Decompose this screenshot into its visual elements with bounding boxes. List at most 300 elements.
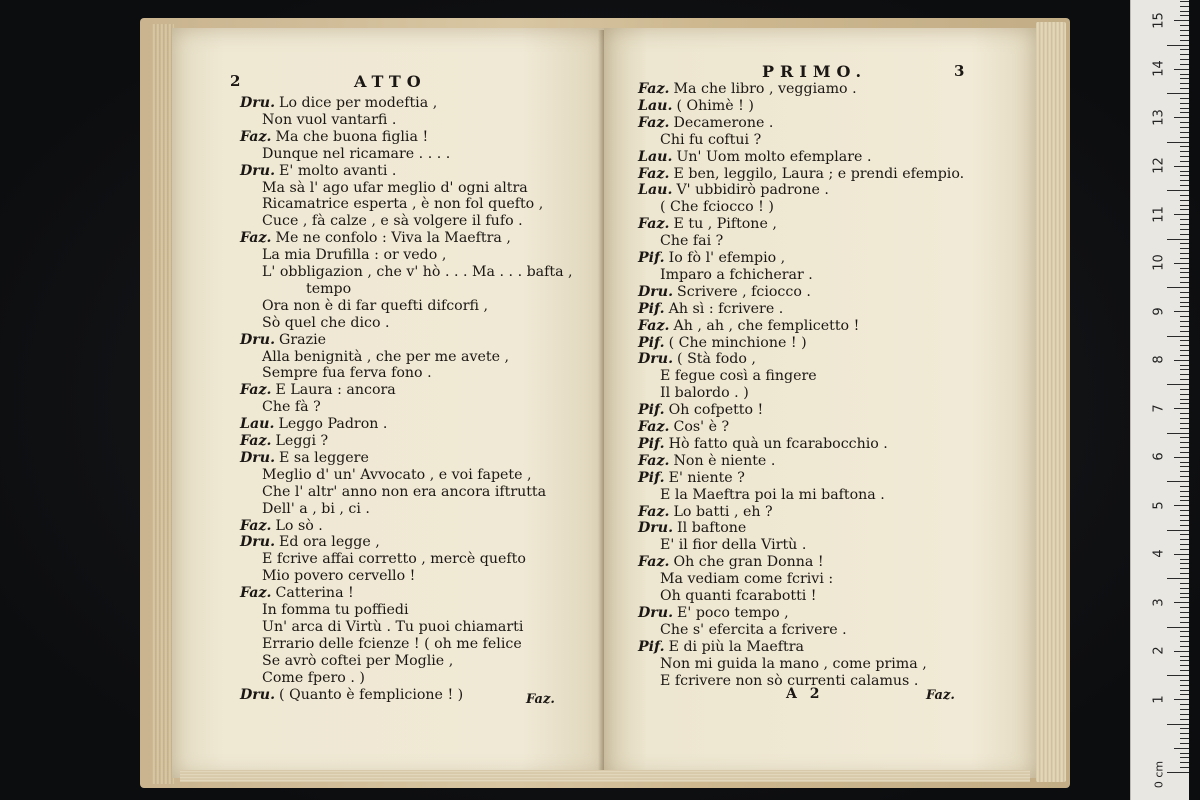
ruler-tick [1174, 505, 1189, 506]
ruler-tick [1180, 200, 1189, 201]
ruler-tick [1180, 161, 1189, 162]
line-text: Sò quel che dico . [262, 314, 390, 331]
text-line [262, 212, 523, 230]
ruler-label: 6 [1151, 452, 1167, 461]
line-text: Un' Uom molto efemplare . [676, 148, 872, 165]
text-line [638, 638, 804, 656]
ruler-tick [1180, 767, 1189, 768]
ruler-tick [1180, 64, 1189, 65]
measuring-ruler [1130, 0, 1189, 800]
ruler-tick [1180, 573, 1189, 574]
speaker-name: Faz. [240, 517, 272, 534]
text-line [638, 503, 773, 521]
ruler-tick [1180, 282, 1189, 283]
ruler-tick [1180, 185, 1189, 186]
text-line [638, 334, 807, 352]
line-text: Ed ora legge , [279, 534, 380, 551]
line-text: Chi fu coftui ? [660, 131, 762, 148]
text-line [660, 232, 723, 250]
text-line [638, 283, 811, 301]
speaker-name: Lau. [240, 416, 275, 433]
ruler-tick [1180, 709, 1189, 710]
ruler-tick [1174, 214, 1189, 215]
ruler-label: 7 [1151, 403, 1167, 413]
speaker-name: Pif. [638, 402, 665, 419]
speaker-name: Faz. [638, 419, 670, 435]
text-line [638, 148, 871, 166]
text-line [262, 466, 532, 484]
ruler-tick [1167, 772, 1189, 773]
text-line [262, 246, 446, 264]
ruler-tick [1174, 651, 1189, 652]
line-text: ( Che minchione ! ) [668, 334, 807, 351]
line-text: Leggo Padron . [278, 416, 388, 433]
line-text: E ben, leggilo, Laura ; e prendi efempio. [673, 165, 965, 182]
line-text: Decamerone . [673, 114, 774, 131]
right-page [604, 28, 1036, 778]
ruler-tick [1180, 466, 1189, 467]
ruler-tick [1180, 462, 1189, 463]
speaker-name: Faz. [638, 452, 670, 469]
speaker-name: Lau. [638, 97, 673, 114]
ruler-tick [1180, 132, 1189, 133]
ruler-tick [1180, 127, 1189, 128]
ruler-tick [1180, 6, 1189, 7]
ruler-tick [1167, 627, 1189, 628]
ruler-tick [1180, 11, 1189, 12]
ruler-tick [1180, 597, 1189, 598]
ruler-tick [1180, 40, 1189, 41]
ruler-tick [1180, 365, 1189, 366]
ruler-tick [1180, 54, 1189, 55]
ruler-tick [1180, 103, 1189, 104]
ruler-tick [1180, 25, 1189, 26]
ruler-tick [1180, 437, 1189, 438]
line-text: ( Quanto è femplicione ! ) [279, 686, 464, 703]
ruler-tick [1180, 35, 1189, 36]
line-text: Io fò l' efempio , [668, 250, 786, 266]
ruler-tick [1180, 151, 1189, 152]
ruler-tick [1180, 452, 1189, 453]
ruler-tick [1180, 350, 1189, 351]
ruler-tick [1180, 268, 1189, 269]
ruler-tick [1180, 733, 1189, 734]
ruler-tick [1180, 316, 1189, 317]
line-text: Ma che libro , veggiamo . [673, 81, 857, 97]
ruler-tick [1180, 665, 1189, 666]
text-line [240, 449, 369, 467]
text-line [262, 297, 488, 315]
ruler-tick [1174, 311, 1189, 312]
ruler-tick [1180, 229, 1189, 230]
ruler-tick [1180, 98, 1189, 99]
line-text: Il balordo . ) [660, 385, 749, 402]
ruler-tick [1180, 418, 1189, 419]
ruler-tick [1174, 263, 1189, 264]
text-line [638, 553, 824, 571]
text-line [240, 415, 387, 433]
text-line [262, 618, 523, 636]
ruler-tick [1180, 714, 1189, 715]
line-text: Che l' altr' anno non era ancora iftrutta [262, 483, 547, 500]
ruler-label: 14 [1151, 60, 1167, 77]
ruler-label: 5 [1151, 500, 1167, 510]
text-line [638, 452, 775, 470]
line-text: L' obbligazion , che v' hò . . . Ma . . . bafta , [262, 264, 573, 280]
text-line [240, 94, 437, 112]
ruler-tick [1167, 190, 1189, 191]
text-line [660, 384, 749, 402]
ruler-tick [1180, 297, 1189, 298]
ruler-tick [1180, 660, 1189, 661]
ruler-tick [1180, 389, 1189, 390]
ruler-tick [1180, 209, 1189, 210]
speaker-name: Faz. [638, 81, 670, 97]
text-line [262, 500, 370, 518]
ruler-label: 0 cm [1152, 760, 1166, 789]
ruler-tick [1174, 699, 1189, 700]
ruler-tick [1180, 175, 1189, 176]
line-text: Ma vediam come fcrivi : [660, 571, 834, 588]
speaker-name: Faz. [638, 503, 670, 520]
ruler-label: 13 [1151, 108, 1167, 126]
ruler-tick [1180, 428, 1189, 429]
text-line [262, 314, 390, 332]
speaker-name: Dru. [240, 686, 276, 703]
line-text: E fegue così a fingere [660, 368, 817, 385]
text-line [660, 536, 806, 554]
speaker-name: Pif. [638, 334, 665, 351]
ruler-tick [1167, 724, 1189, 725]
text-line [638, 604, 789, 622]
ruler-tick [1180, 500, 1189, 501]
ruler-tick [1180, 146, 1189, 147]
ruler-tick [1180, 122, 1189, 123]
speaker-name: Dru. [638, 520, 674, 537]
text-line [262, 635, 522, 653]
line-text: Errario delle fcienze ! ( oh me felice [262, 635, 522, 652]
line-text: Che s' efercita a fcrivere . [660, 621, 847, 638]
text-line [638, 418, 729, 436]
text-line [638, 469, 745, 487]
ruler-label: 1 [1151, 694, 1167, 704]
text-line [262, 263, 573, 281]
ruler-tick [1180, 112, 1189, 113]
text-line [240, 584, 354, 602]
ruler-tick [1180, 656, 1189, 657]
ruler-tick [1180, 719, 1189, 720]
text-line [638, 519, 746, 537]
line-text: Non è niente . [673, 452, 776, 469]
line-text: Oh cofpetto ! [668, 402, 764, 419]
ruler-tick [1180, 753, 1189, 754]
ruler-tick [1167, 675, 1189, 676]
speaker-name: Dru. [638, 604, 674, 621]
line-text: Ma che buona figlia ! [275, 128, 429, 145]
ruler-tick [1180, 137, 1189, 138]
ruler-label: 10 [1151, 254, 1167, 271]
ruler-tick [1180, 331, 1189, 332]
text-line [262, 669, 365, 687]
ruler-tick [1180, 253, 1189, 254]
ruler-tick [1180, 636, 1189, 637]
ruler-tick [1180, 534, 1189, 535]
ruler-tick [1180, 219, 1189, 220]
line-text: E' il fior della Virtù . [660, 537, 807, 554]
ruler-tick [1180, 243, 1189, 244]
ruler-tick [1180, 559, 1189, 560]
ruler-tick [1180, 641, 1189, 642]
ruler-label: 12 [1151, 157, 1167, 174]
line-text: E' niente ? [668, 469, 745, 486]
ruler-tick [1180, 728, 1189, 729]
ruler-tick [1180, 399, 1189, 400]
line-text: Cos' è ? [673, 419, 730, 435]
line-text: Come fpero . ) [262, 669, 365, 686]
ruler-tick [1180, 471, 1189, 472]
ruler-tick [1180, 447, 1189, 448]
signature-mark: A 2 [786, 686, 824, 702]
ruler-label: 3 [1151, 597, 1167, 607]
text-line [638, 215, 777, 233]
text-line [306, 280, 351, 298]
ruler-tick [1180, 525, 1189, 526]
ruler-tick [1167, 45, 1189, 46]
ruler-tick [1174, 117, 1189, 118]
ruler-label: 9 [1151, 306, 1167, 316]
ruler-tick [1167, 239, 1189, 240]
text-line [638, 401, 763, 419]
text-line [660, 587, 817, 605]
ruler-tick [1180, 321, 1189, 322]
text-line [240, 381, 396, 399]
ruler-tick [1180, 704, 1189, 705]
line-text: V' ubbidirò padrone . [676, 182, 829, 199]
ruler-tick [1180, 520, 1189, 521]
text-line [660, 621, 847, 639]
line-text: Catterina ! [275, 585, 354, 602]
text-line [660, 367, 817, 385]
ruler-tick [1167, 384, 1189, 385]
ruler-tick [1180, 413, 1189, 414]
left-catchword: Faz. [526, 692, 555, 707]
speaker-name: Pif. [638, 250, 665, 266]
ruler-label: 2 [1151, 646, 1167, 655]
ruler-tick [1180, 496, 1189, 497]
ruler-tick [1180, 74, 1189, 75]
ruler-tick [1180, 234, 1189, 235]
ruler-tick [1180, 306, 1189, 307]
ruler-tick [1180, 369, 1189, 370]
right-page-edges [1036, 22, 1066, 782]
ruler-tick [1180, 617, 1189, 618]
ruler-tick [1167, 93, 1189, 94]
ruler-tick [1180, 476, 1189, 477]
line-text: La mia Drufilla : or vedo , [262, 247, 447, 264]
line-text: E Laura : ancora [275, 382, 396, 399]
ruler-tick [1180, 646, 1189, 647]
line-text: tempo [306, 280, 352, 297]
ruler-tick [1174, 166, 1189, 167]
ruler-tick [1180, 743, 1189, 744]
ruler-tick [1180, 738, 1189, 739]
line-text: E' molto avanti . [279, 162, 397, 179]
line-text: Dunque nel ricamare . . . . [262, 145, 451, 162]
left-page-header: ATTO [354, 72, 427, 91]
text-line [262, 601, 409, 619]
line-text: Scrivere , fciocco . [677, 283, 811, 300]
text-line [240, 162, 396, 180]
speaker-name: Dru. [240, 95, 276, 111]
line-text: E fcrivere non sò currenti calamus . [660, 672, 919, 689]
left-page-number: 2 [230, 72, 241, 90]
line-text: Me ne confolo : Viva la Maeftra , [275, 230, 511, 247]
text-line [262, 195, 543, 213]
ruler-tick [1167, 578, 1189, 579]
ruler-tick [1180, 195, 1189, 196]
ruler-tick [1174, 408, 1189, 409]
ruler-tick [1180, 1, 1189, 2]
line-text: Hò fatto quà un fcarabocchio . [668, 435, 888, 452]
text-line [262, 364, 432, 382]
ruler-tick [1180, 549, 1189, 550]
ruler-tick [1180, 680, 1189, 681]
ruler-tick [1180, 171, 1189, 172]
ruler-tick [1180, 486, 1189, 487]
ruler-tick [1180, 156, 1189, 157]
line-text: Il baftone [677, 520, 747, 537]
text-line [262, 567, 415, 585]
text-line [638, 300, 783, 318]
ruler-tick [1180, 670, 1189, 671]
ruler-tick [1174, 69, 1189, 70]
ruler-label: 11 [1151, 205, 1167, 223]
ruler-tick [1180, 374, 1189, 375]
text-line [262, 652, 453, 670]
speaker-name: Faz. [240, 128, 272, 145]
ruler-tick [1180, 49, 1189, 50]
line-text: Non mi guida la mano , come prima , [660, 655, 927, 672]
ruler-label: 8 [1151, 355, 1167, 364]
ruler-tick [1180, 15, 1189, 16]
ruler-tick [1180, 423, 1189, 424]
line-text: Cuce , fà calze , e sà volgere il fufo . [262, 213, 523, 230]
ruler-tick [1180, 180, 1189, 181]
left-page-edges [152, 24, 174, 784]
ruler-tick [1174, 360, 1189, 361]
line-text: E' poco tempo , [677, 604, 789, 621]
ruler-tick [1180, 83, 1189, 84]
ruler-tick [1180, 568, 1189, 569]
ruler-tick [1167, 142, 1189, 143]
line-text: Oh che gran Donna ! [673, 554, 824, 571]
text-line [660, 655, 927, 673]
text-line [262, 483, 546, 501]
ruler-tick [1180, 607, 1189, 608]
speaker-name: Faz. [240, 585, 272, 602]
text-line [638, 249, 785, 267]
bottom-page-edges [180, 770, 1030, 782]
text-line [240, 128, 428, 146]
text-line [660, 131, 761, 149]
right-page-header: PRIMO. [762, 62, 868, 81]
text-line [638, 350, 756, 368]
speaker-name: Dru. [638, 283, 674, 300]
text-line [240, 517, 323, 535]
ruler-tick [1180, 340, 1189, 341]
speaker-name: Pif. [638, 638, 665, 655]
ruler-tick [1180, 588, 1189, 589]
line-text: Che fai ? [660, 233, 724, 250]
ruler-tick [1180, 394, 1189, 395]
line-text: ( Stà fodo , [677, 351, 756, 368]
speaker-name: Pif. [638, 300, 665, 317]
speaker-name: Faz. [240, 230, 272, 247]
ruler-tick [1180, 757, 1189, 758]
line-text: E la Maeftra poi la mi baftona . [660, 486, 885, 503]
text-line [638, 165, 964, 183]
line-text: ( Che fciocco ! ) [660, 199, 774, 216]
line-text: Ora non è di far quefti difcorfi , [262, 297, 488, 314]
ruler-tick [1180, 272, 1189, 273]
text-line [638, 181, 829, 199]
ruler-tick [1180, 510, 1189, 511]
text-line [638, 80, 857, 98]
text-line [638, 317, 859, 335]
ruler-tick [1180, 108, 1189, 109]
ruler-tick [1180, 205, 1189, 206]
ruler-tick [1167, 433, 1189, 434]
ruler-tick [1180, 258, 1189, 259]
text-line [240, 229, 511, 247]
speaker-name: Lau. [638, 148, 673, 165]
speaker-name: Pif. [638, 435, 665, 452]
line-text: E sa leggere [279, 449, 369, 466]
ruler-tick [1180, 690, 1189, 691]
ruler-tick [1167, 481, 1189, 482]
line-text: Ma sà l' ago ufar meglio d' ogni altra [262, 179, 528, 196]
speaker-name: Faz. [240, 382, 272, 399]
ruler-label: 15 [1151, 11, 1167, 29]
ruler-tick [1180, 631, 1189, 632]
text-line [262, 111, 396, 129]
right-catchword: Faz. [926, 688, 955, 703]
text-line [262, 398, 321, 416]
line-text: Meglio d' un' Avvocato , e voi fapete , [262, 466, 532, 483]
text-line [240, 686, 463, 704]
ruler-tick [1180, 30, 1189, 31]
line-text: Ah , ah , che femplicetto ! [673, 317, 860, 334]
line-text: Ah sì : fcrivere . [668, 300, 784, 317]
line-text: Lo dice per modeftia , [279, 95, 438, 111]
ruler-tick [1174, 457, 1189, 458]
speaker-name: Faz. [638, 317, 670, 334]
line-text: Oh quanti fcarabotti ! [660, 588, 817, 604]
line-text: Leggi ? [275, 433, 329, 449]
text-line [262, 145, 450, 163]
line-text: Se avrò coftei per Moglie , [262, 652, 454, 669]
ruler-tick [1174, 748, 1189, 749]
ruler-tick [1180, 762, 1189, 763]
line-text: Imparo a fchicherar . [660, 266, 813, 283]
ruler-tick [1180, 302, 1189, 303]
text-line [638, 435, 888, 453]
ruler-tick [1174, 554, 1189, 555]
speaker-name: Pif. [638, 469, 665, 486]
ruler-tick [1174, 602, 1189, 603]
line-text: Che fà ? [262, 399, 321, 416]
ruler-tick [1180, 78, 1189, 79]
